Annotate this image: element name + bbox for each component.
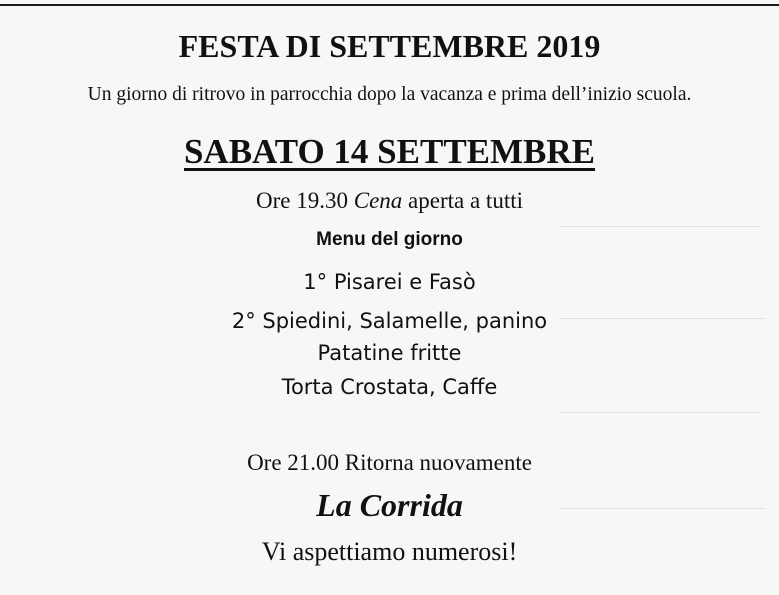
menu-item: 1° Pisarei e Fasò: [303, 270, 476, 294]
dinner-line: [0, 188, 779, 214]
bleed-through-texture: [560, 226, 760, 227]
menu-item: Torta Crostata, Caffe: [281, 375, 498, 399]
dinner-time: Ore 19.30: [256, 188, 354, 213]
dinner-suffix: aperta a tutti: [402, 188, 523, 213]
bleed-through-texture: [560, 412, 760, 413]
menu-item: Patatine fritte: [317, 341, 462, 365]
closing-line: Vi aspettiamo numerosi!: [261, 537, 518, 566]
flyer-title: FESTA DI SETTEMBRE 2019: [178, 28, 601, 64]
menu-heading: Menu del giorno: [316, 229, 463, 250]
event-date-text: SABATO 14 SETTEMBRE: [183, 132, 596, 171]
evening-line: Ore 21.00 Ritorna nuovamente: [247, 450, 532, 475]
dinner-event: Cena: [353, 188, 403, 213]
flyer-intro: Un giorno di ritrovo in parrocchia dopo la vacanza e prima dell’inizio scuola.: [87, 84, 692, 105]
show-title: La Corrida: [316, 487, 463, 523]
event-date: [0, 132, 779, 172]
menu-item: 2° Spiedini, Salamelle, panino: [231, 309, 548, 333]
top-border-line: [0, 4, 779, 6]
